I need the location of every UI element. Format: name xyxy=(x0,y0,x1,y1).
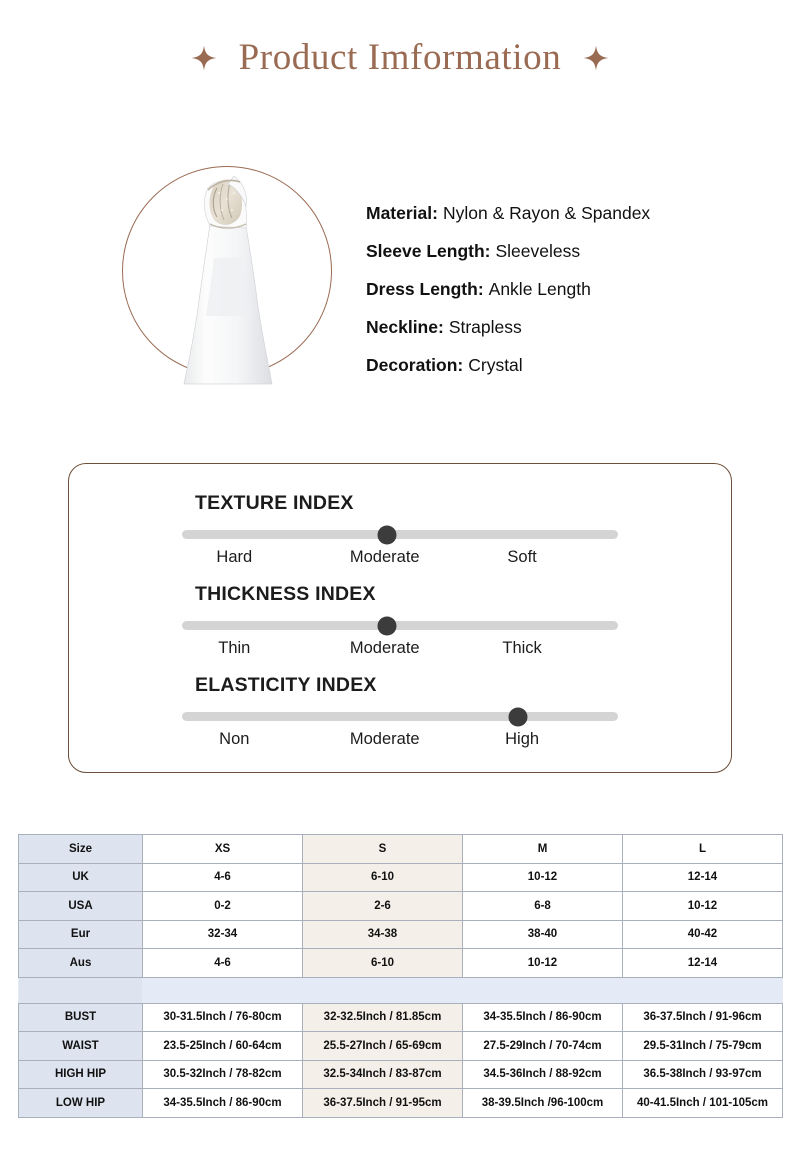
slider-track[interactable] xyxy=(182,712,618,721)
texture-index-title: TEXTURE INDEX xyxy=(195,492,354,514)
thickness-index-slider[interactable] xyxy=(182,621,618,630)
spec-row-sleeve-length xyxy=(366,232,776,270)
size-chart-table xyxy=(18,834,783,1118)
table-row xyxy=(19,892,783,921)
table-cell: 32.5-34Inch / 83-87cm xyxy=(303,1060,463,1089)
table-row xyxy=(19,949,783,978)
row-label: HIGH HIP xyxy=(19,1060,143,1089)
table-cell: 36-37.5Inch / 91-96cm xyxy=(623,1003,783,1032)
texture-label-high: Soft xyxy=(507,548,537,566)
row-label: Eur xyxy=(19,920,143,949)
page-header xyxy=(0,36,800,79)
table-cell: 38-39.5Inch /96-100cm xyxy=(463,1089,623,1118)
elasticity-index-slider[interactable] xyxy=(182,712,618,721)
table-cell: 30.5-32Inch / 78-82cm xyxy=(143,1060,303,1089)
spec-label: Dress Length: xyxy=(366,279,484,299)
spec-value: Nylon & Rayon & Spandex xyxy=(442,203,651,223)
table-cell: 38-40 xyxy=(463,920,623,949)
spec-label: Sleeve Length: xyxy=(366,241,491,261)
row-label xyxy=(19,977,143,1003)
table-cell: 0-2 xyxy=(143,892,303,921)
table-cell: 12-14 xyxy=(623,949,783,978)
elasticity-index-labels xyxy=(182,730,618,752)
texture-index-labels xyxy=(182,548,618,570)
table-cell: 30-31.5Inch / 76-80cm xyxy=(143,1003,303,1032)
thickness-label-mid: Moderate xyxy=(349,639,420,657)
thickness-index-title: THICKNESS INDEX xyxy=(195,583,376,605)
slider-knob[interactable] xyxy=(508,707,527,726)
table-cell: 10-12 xyxy=(463,949,623,978)
product-hero xyxy=(0,158,800,398)
table-cell: 27.5-29Inch / 70-74cm xyxy=(463,1032,623,1061)
table-cell: 4-6 xyxy=(143,863,303,892)
table-row xyxy=(19,920,783,949)
table-cell: 32-34 xyxy=(143,920,303,949)
spec-value: Ankle Length xyxy=(488,279,591,299)
spec-row-dress-length xyxy=(366,270,776,308)
row-label: UK xyxy=(19,863,143,892)
table-row xyxy=(19,1060,783,1089)
slider-knob[interactable] xyxy=(377,616,396,635)
table-row xyxy=(19,863,783,892)
fabric-index-panel xyxy=(68,463,732,773)
spec-row-neckline xyxy=(366,308,776,346)
elasticity-index-block xyxy=(69,674,731,752)
sparkle-icon-left xyxy=(191,43,217,73)
elasticity-label-mid: Moderate xyxy=(349,730,420,748)
thickness-index-block xyxy=(69,583,731,661)
table-cell xyxy=(143,977,783,1003)
column-header: Size xyxy=(19,835,143,864)
table-cell: 32-32.5Inch / 81.85cm xyxy=(303,1003,463,1032)
table-cell: 36.5-38Inch / 93-97cm xyxy=(623,1060,783,1089)
row-label: BUST xyxy=(19,1003,143,1032)
product-image xyxy=(122,166,332,396)
texture-label-low: Hard xyxy=(216,548,253,566)
spec-label: Decoration: xyxy=(366,355,464,375)
table-cell: 40-41.5Inch / 101-105cm xyxy=(623,1089,783,1118)
row-label: WAIST xyxy=(19,1032,143,1061)
elasticity-label-high: High xyxy=(505,730,540,748)
table-cell: 10-12 xyxy=(463,863,623,892)
elasticity-index-title: ELASTICITY INDEX xyxy=(195,674,377,696)
elasticity-label-low: Non xyxy=(219,730,250,748)
thickness-index-labels xyxy=(182,639,618,661)
table-cell: 34-35.5Inch / 86-90cm xyxy=(143,1089,303,1118)
column-header: L xyxy=(623,835,783,864)
spec-label: Material: xyxy=(366,203,438,223)
row-label: USA xyxy=(19,892,143,921)
table-cell: 25.5-27Inch / 65-69cm xyxy=(303,1032,463,1061)
table-header-row xyxy=(19,835,783,864)
spec-value: Crystal xyxy=(468,355,523,375)
slider-track[interactable] xyxy=(182,530,618,539)
texture-index-slider[interactable] xyxy=(182,530,618,539)
table-cell: 12-14 xyxy=(623,863,783,892)
table-row xyxy=(19,1032,783,1061)
table-cell: 6-10 xyxy=(303,949,463,978)
table-cell: 36-37.5Inch / 91-95cm xyxy=(303,1089,463,1118)
row-label: LOW HIP xyxy=(19,1089,143,1118)
spec-row-material xyxy=(366,194,776,232)
spec-value: Strapless xyxy=(448,317,522,337)
thickness-label-high: Thick xyxy=(502,639,542,657)
thickness-label-low: Thin xyxy=(218,639,251,657)
table-cell: 6-8 xyxy=(463,892,623,921)
table-cell: 34-35.5Inch / 86-90cm xyxy=(463,1003,623,1032)
texture-index-block xyxy=(69,492,731,570)
table-cell: 4-6 xyxy=(143,949,303,978)
table-cell: 10-12 xyxy=(623,892,783,921)
texture-label-mid: Moderate xyxy=(349,548,420,566)
spec-list xyxy=(366,194,776,384)
column-header: XS xyxy=(143,835,303,864)
table-cell: 40-42 xyxy=(623,920,783,949)
spec-row-decoration xyxy=(366,346,776,384)
table-cell: 23.5-25Inch / 60-64cm xyxy=(143,1032,303,1061)
slider-track[interactable] xyxy=(182,621,618,630)
table-spacer-row xyxy=(19,977,783,1003)
table-cell: 34.5-36Inch / 88-92cm xyxy=(463,1060,623,1089)
column-header: M xyxy=(463,835,623,864)
table-cell: 6-10 xyxy=(303,863,463,892)
table-cell: 34-38 xyxy=(303,920,463,949)
table-cell: 2-6 xyxy=(303,892,463,921)
spec-value: Sleeveless xyxy=(495,241,581,261)
slider-knob[interactable] xyxy=(377,525,396,544)
table-row xyxy=(19,1003,783,1032)
table-row xyxy=(19,1089,783,1118)
table-cell: 29.5-31Inch / 75-79cm xyxy=(623,1032,783,1061)
dress-illustration xyxy=(122,166,332,396)
spec-label: Neckline: xyxy=(366,317,444,337)
sparkle-icon-right xyxy=(583,43,609,73)
row-label: Aus xyxy=(19,949,143,978)
column-header: S xyxy=(303,835,463,864)
page-title: Product Imformation xyxy=(238,37,562,78)
